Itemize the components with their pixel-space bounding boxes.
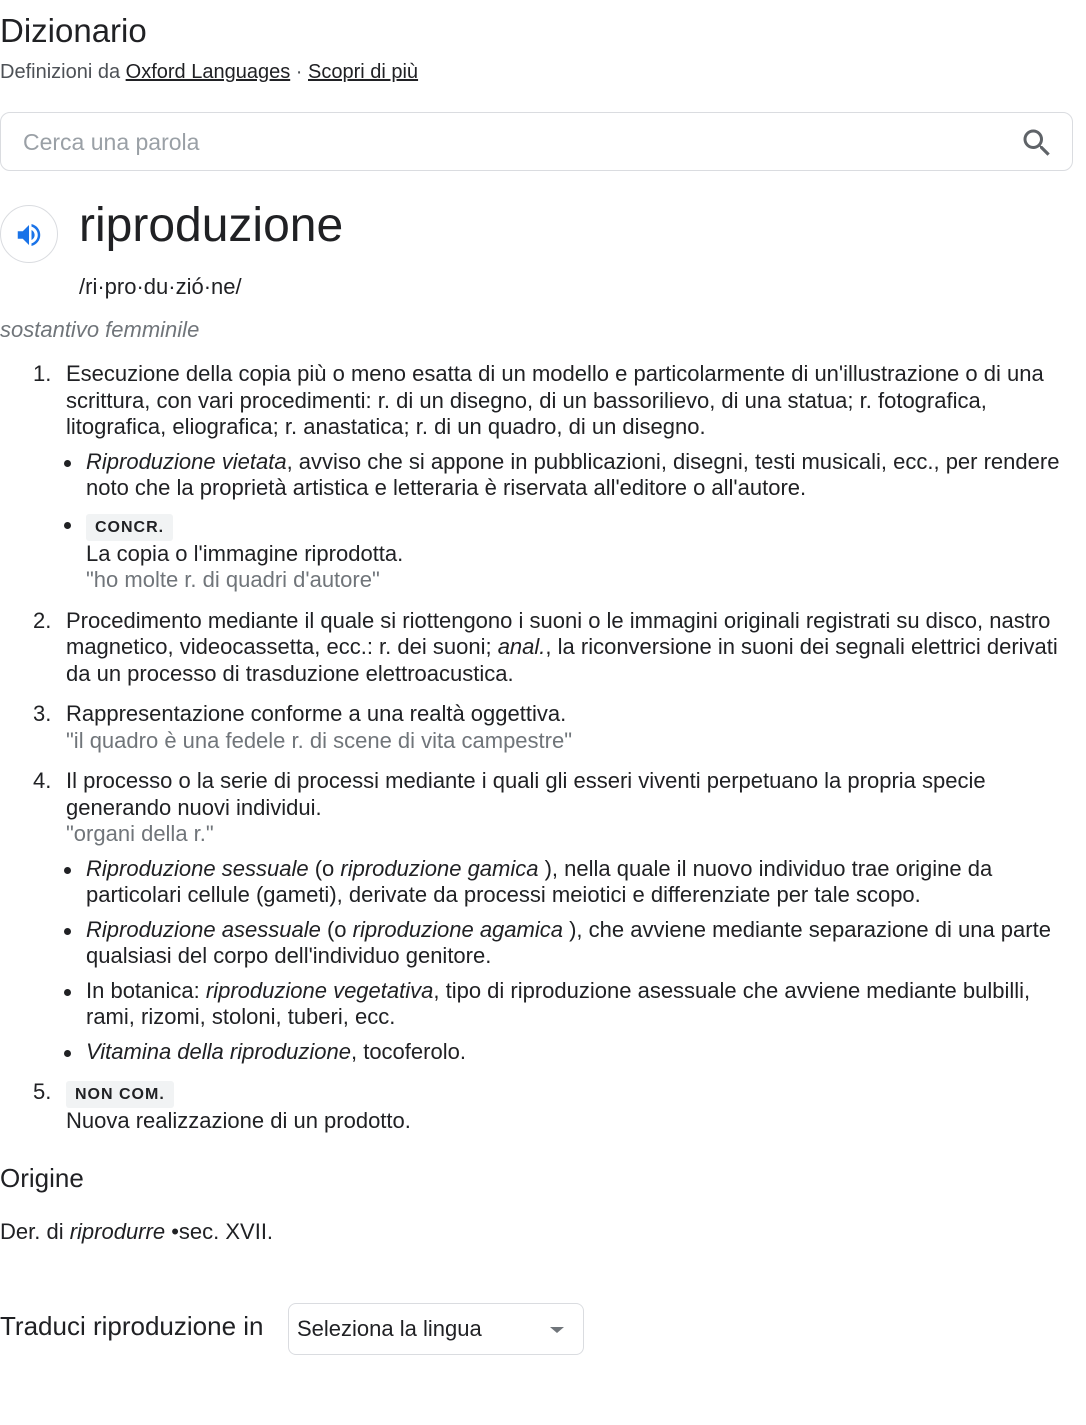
- text-part: •sec. XVII.: [165, 1219, 274, 1244]
- source-prefix: Definizioni da: [0, 61, 121, 83]
- definition-text: Rappresentazione conforme a una realtà oggettiva.: [66, 701, 567, 726]
- sub-definition: [0, 856, 1060, 909]
- text-part: , la riconversione in suoni dei segnali elettrici derivati da un processo di trasduzione elettroacustica.: [66, 634, 1058, 686]
- search-input[interactable]: [23, 123, 983, 161]
- sub-definition: [0, 1039, 1060, 1066]
- sub-definition: [0, 917, 1060, 970]
- definition-text: Esecuzione della copia più o meno esatta di un modello e particolarmente di un'illustrazione o di una scrittura, con vari procedimenti: r. di un disegno, di un bassorilievo, di una statua; r. fotografica, litografica, eliografica; r. anastatica; r. di un quadro, di un disegno.: [66, 361, 1044, 439]
- italic-term: Riproduzione asessuale: [86, 916, 321, 942]
- source-separator: ·: [295, 61, 303, 83]
- phonetic: /ri·pro·du·zió·ne/: [79, 274, 242, 299]
- italic-term: riproduzione gamica: [340, 855, 539, 881]
- sub-text: ), che avviene mediante separazione di una parte qualsiasi del corpo dell'individuo genitore.: [86, 916, 1051, 968]
- speaker-icon: [14, 220, 44, 250]
- learn-more-link[interactable]: Scopri di più: [308, 61, 419, 83]
- definition-5: [0, 1079, 1060, 1135]
- definition-number: 5.: [33, 1079, 52, 1104]
- sub-text: La copia o l'immagine riprodotta.: [86, 540, 404, 566]
- example: "organi della r.": [66, 821, 214, 846]
- sub-text: (o: [308, 855, 341, 881]
- definition-1: [0, 361, 1060, 594]
- origin-text: [0, 1219, 273, 1245]
- sub-text: , avviso che si appone in pubblicazioni, disegni, testi musicali, ecc., per rendere noto che la proprietà artistica e letteraria è riservata all'editore o all'autore.: [86, 448, 1060, 500]
- page-title: Dizionario: [0, 12, 147, 49]
- definition-3: [0, 701, 1060, 754]
- sub-definition: [0, 449, 1060, 502]
- part-of-speech: sostantivo femminile: [0, 317, 200, 342]
- sub-text: , tipo di riproduzione asessuale che avviene mediante bulbilli, rami, rizomi, stoloni, tuberi, ecc.: [86, 977, 1031, 1029]
- sub-text: , tocoferolo.: [350, 1038, 466, 1064]
- language-select[interactable]: [288, 1303, 584, 1355]
- usage-tag: NON COM.: [66, 1081, 174, 1108]
- sub-definition: [0, 512, 1060, 594]
- sub-text: ), nella quale il nuovo individuo trae origine da particolari cellule (gameti), derivate da processi meiotici e differenziate per tale scopo.: [86, 855, 993, 907]
- sub-definition: [0, 978, 1060, 1031]
- pronunciation-button[interactable]: [0, 205, 58, 263]
- oxford-languages-link[interactable]: Oxford Languages: [125, 61, 291, 83]
- italic-term: riproduzione agamica: [352, 916, 563, 942]
- bullet: [64, 867, 71, 874]
- text-part: Procedimento mediante il quale si riottengono i suoni o le immagini originali registrati su disco, nastro magnetico, videocassetta, ecc.: r. dei suoni;: [66, 607, 1051, 659]
- definitions-list: [0, 361, 1060, 1149]
- source-line: [0, 61, 418, 84]
- definition-number: 1.: [33, 361, 52, 386]
- italic-term: riproduzione vegetativa: [205, 977, 434, 1003]
- translate-label: Traduci riproduzione in: [0, 1311, 264, 1341]
- definition-number: 4.: [33, 768, 52, 793]
- language-select-value: Seleziona la lingua: [297, 1316, 482, 1341]
- definition-text: Nuova realizzazione di un prodotto.: [66, 1108, 411, 1133]
- origin-heading: Origine: [0, 1163, 84, 1193]
- italic-term: riprodurre: [69, 1219, 166, 1244]
- definition-2: [0, 608, 1060, 688]
- search-icon[interactable]: [1019, 125, 1055, 161]
- text-part: Der. di: [0, 1219, 70, 1244]
- sub-text: In botanica:: [86, 977, 206, 1003]
- definition-number: 2.: [33, 607, 52, 633]
- italic-term: Vitamina della riproduzione: [86, 1038, 351, 1064]
- definition-4: [0, 768, 1060, 1065]
- bullet: [64, 928, 71, 935]
- italic-term: anal.: [497, 634, 546, 659]
- definition-number: 3.: [33, 701, 52, 726]
- example: "ho molte r. di quadri d'autore": [86, 567, 380, 592]
- bullet: [64, 1050, 71, 1057]
- definition-text: Il processo o la serie di processi mediante i quali gli esseri viventi perpetuano la propria specie generando nuovi individui.: [66, 768, 986, 820]
- definition-text: [66, 608, 1060, 688]
- chevron-down-icon[interactable]: [550, 1327, 564, 1333]
- headword: riproduzione: [79, 199, 344, 252]
- bullet: [64, 460, 71, 467]
- italic-term: Riproduzione vietata: [86, 448, 287, 474]
- italic-term: Riproduzione sessuale: [86, 855, 309, 881]
- bullet: [64, 989, 71, 996]
- bullet: [64, 522, 71, 529]
- usage-tag: CONCR.: [86, 514, 173, 541]
- sub-text: (o: [320, 916, 353, 942]
- example: "il quadro è una fedele r. di scene di vita campestre": [66, 727, 573, 753]
- search-box: [0, 112, 1073, 171]
